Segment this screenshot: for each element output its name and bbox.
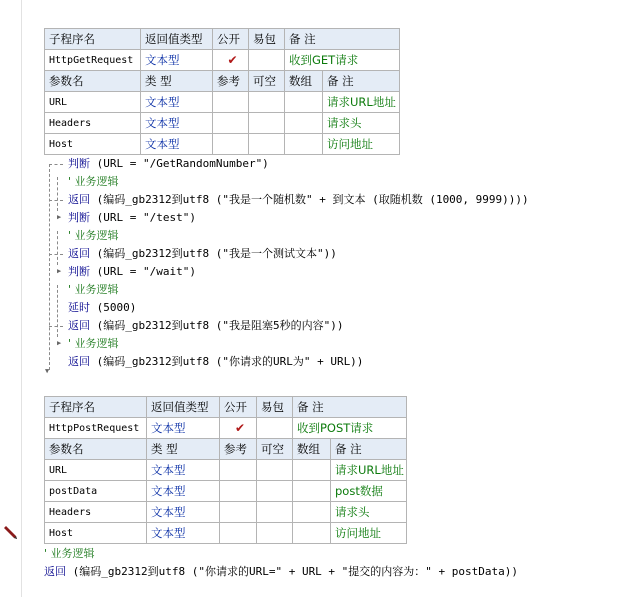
code-text: (编码_gb2312到utf8 ("我是一个测试文本")) [90,247,337,260]
param-nullable[interactable] [257,481,293,502]
code-line[interactable] [68,175,119,189]
code-comment: ' 业务逻辑 [44,547,95,560]
subroutine-name[interactable]: HttpGetRequest [45,50,141,71]
col-header-remark: 备 注 [285,29,400,50]
checkmark-icon[interactable]: ✔ [220,418,257,439]
param-type[interactable]: 文本型 [147,523,220,544]
col-header-return-type: 返回值类型 [147,397,220,418]
flow-line [57,177,58,211]
editor-gutter [0,0,22,597]
param-header-type: 类 型 [141,71,213,92]
param-header-ref: 参考 [220,439,257,460]
param-nullable[interactable] [249,113,285,134]
param-name[interactable]: Headers [45,502,147,523]
subroutine-return-type[interactable]: 文本型 [147,418,220,439]
param-header-row [45,439,407,460]
code-line[interactable] [68,337,119,351]
gutter-divider [21,0,22,597]
code-keyword: 判断 [68,265,90,278]
param-type[interactable]: 文本型 [147,481,220,502]
param-remark[interactable]: 请求URL地址 [331,460,407,481]
code-line[interactable] [68,229,119,243]
param-ref[interactable] [213,92,249,113]
param-row [45,113,400,134]
col-header-public: 公开 [220,397,257,418]
subroutine-row [45,418,407,439]
param-row [45,481,407,502]
param-remark[interactable]: 访问地址 [323,134,400,155]
param-type[interactable]: 文本型 [147,502,220,523]
code-comment: ' 业务逻辑 [68,337,119,350]
code-comment: ' 业务逻辑 [68,175,119,188]
code-keyword: 返回 [68,193,90,206]
code-keyword: 返回 [44,565,66,578]
param-header-type: 类 型 [147,439,220,460]
param-header-ref: 参考 [213,71,249,92]
param-array[interactable] [285,134,323,155]
param-name[interactable]: Host [45,134,141,155]
subroutine-remark[interactable]: 收到GET请求 [285,50,400,71]
code-keyword: 返回 [68,247,90,260]
col-header-subname: 子程序名 [45,397,147,418]
code-text: (编码_gb2312到utf8 ("我是阻塞5秒的内容")) [90,319,344,332]
param-header-array: 数组 [293,439,331,460]
param-array[interactable] [285,92,323,113]
param-nullable[interactable] [249,134,285,155]
code-keyword: 返回 [68,319,90,332]
param-name[interactable]: Host [45,523,147,544]
col-header-return-type: 返回值类型 [141,29,213,50]
subroutine-remark[interactable]: 收到POST请求 [293,418,407,439]
code-text: (URL = "/GetRandomNumber") [90,157,269,170]
flow-line [49,326,63,327]
param-header-array: 数组 [285,71,323,92]
arrow-right-icon: ▶ [57,339,62,347]
code-line[interactable] [68,355,363,369]
param-type[interactable]: 文本型 [141,92,213,113]
code-keyword: 返回 [68,355,90,368]
pencil-icon [4,524,18,540]
code-line[interactable] [68,247,337,261]
param-row [45,460,407,481]
flow-line [49,164,63,165]
code-line[interactable] [68,193,529,207]
param-header-nullable: 可空 [249,71,285,92]
param-ref[interactable] [220,523,257,544]
param-ref[interactable] [220,502,257,523]
param-row [45,92,400,113]
arrow-right-icon: ▶ [57,213,62,221]
code-comment: ' 业务逻辑 [68,283,119,296]
col-header-public: 公开 [213,29,249,50]
param-name[interactable]: Headers [45,113,141,134]
param-header-name: 参数名 [45,71,141,92]
arrow-down-icon[interactable]: ▼ [45,367,50,375]
code-line[interactable] [68,283,119,297]
col-header-subname: 子程序名 [45,29,141,50]
param-remark[interactable]: 请求头 [323,113,400,134]
param-row [45,502,407,523]
param-header-nullable: 可空 [257,439,293,460]
param-array[interactable] [293,460,331,481]
flow-line [57,285,58,337]
code-line[interactable] [68,301,136,315]
code-text: (URL = "/test") [90,211,196,224]
code-keyword: 判断 [68,157,90,170]
col-header-remark: 备 注 [293,397,407,418]
arrow-right-icon: ▶ [57,267,62,275]
flow-line [49,200,63,201]
param-type[interactable]: 文本型 [147,460,220,481]
subroutine-return-type[interactable]: 文本型 [141,50,213,71]
code-line[interactable] [68,319,343,333]
param-type[interactable]: 文本型 [141,113,213,134]
param-ref[interactable] [220,460,257,481]
code-keyword: 延时 [68,301,90,314]
param-row [45,523,407,544]
param-array[interactable] [293,502,331,523]
code-comment: ' 业务逻辑 [68,229,119,242]
param-remark[interactable]: 请求URL地址 [323,92,400,113]
param-remark[interactable]: 请求头 [331,502,407,523]
param-header-row [45,71,400,92]
param-header-name: 参数名 [45,439,147,460]
code-text: (编码_gb2312到utf8 ("你请求的URL为" + URL)) [90,355,364,368]
subroutine-table-get [44,28,400,155]
param-name[interactable]: URL [45,92,141,113]
param-type[interactable]: 文本型 [141,134,213,155]
param-nullable[interactable] [249,92,285,113]
param-remark[interactable]: post数据 [331,481,407,502]
param-array[interactable] [293,481,331,502]
param-array[interactable] [285,113,323,134]
param-nullable[interactable] [257,502,293,523]
code-line[interactable] [68,265,196,279]
param-nullable[interactable] [257,460,293,481]
subroutine-row [45,50,400,71]
checkmark-icon[interactable]: ✔ [213,50,249,71]
subroutine-table-post [44,396,407,544]
code-line[interactable] [68,211,196,225]
param-row [45,134,400,155]
code-line[interactable] [44,547,95,561]
code-text: (5000) [90,301,137,314]
param-nullable[interactable] [257,523,293,544]
flow-line [49,254,63,255]
code-text: (编码_gb2312到utf8 ("我是一个随机数" + 到文本 (取随机数 (1000, 9999)))) [90,193,529,206]
param-name[interactable]: postData [45,481,147,502]
subroutine-easy[interactable] [249,50,285,71]
code-text: (URL = "/wait") [90,265,196,278]
param-remark[interactable]: 访问地址 [331,523,407,544]
subroutine-name[interactable]: HttpPostRequest [45,418,147,439]
param-array[interactable] [293,523,331,544]
table-header-row [45,397,407,418]
col-header-easy: 易包 [249,29,285,50]
table-header-row [45,29,400,50]
param-header-remark: 备 注 [323,71,400,92]
flow-line [57,231,58,265]
param-ref[interactable] [220,481,257,502]
param-name[interactable]: URL [45,460,147,481]
code-line[interactable] [68,157,269,171]
param-header-remark: 备 注 [331,439,407,460]
code-text: (编码_gb2312到utf8 ("你请求的URL=" + URL + "提交的内容为：" + postData)) [66,565,519,578]
flow-line [49,164,50,370]
param-ref[interactable] [213,113,249,134]
subroutine-easy[interactable] [257,418,293,439]
code-keyword: 判断 [68,211,90,224]
code-line[interactable] [44,565,518,579]
param-ref[interactable] [213,134,249,155]
col-header-easy: 易包 [257,397,293,418]
